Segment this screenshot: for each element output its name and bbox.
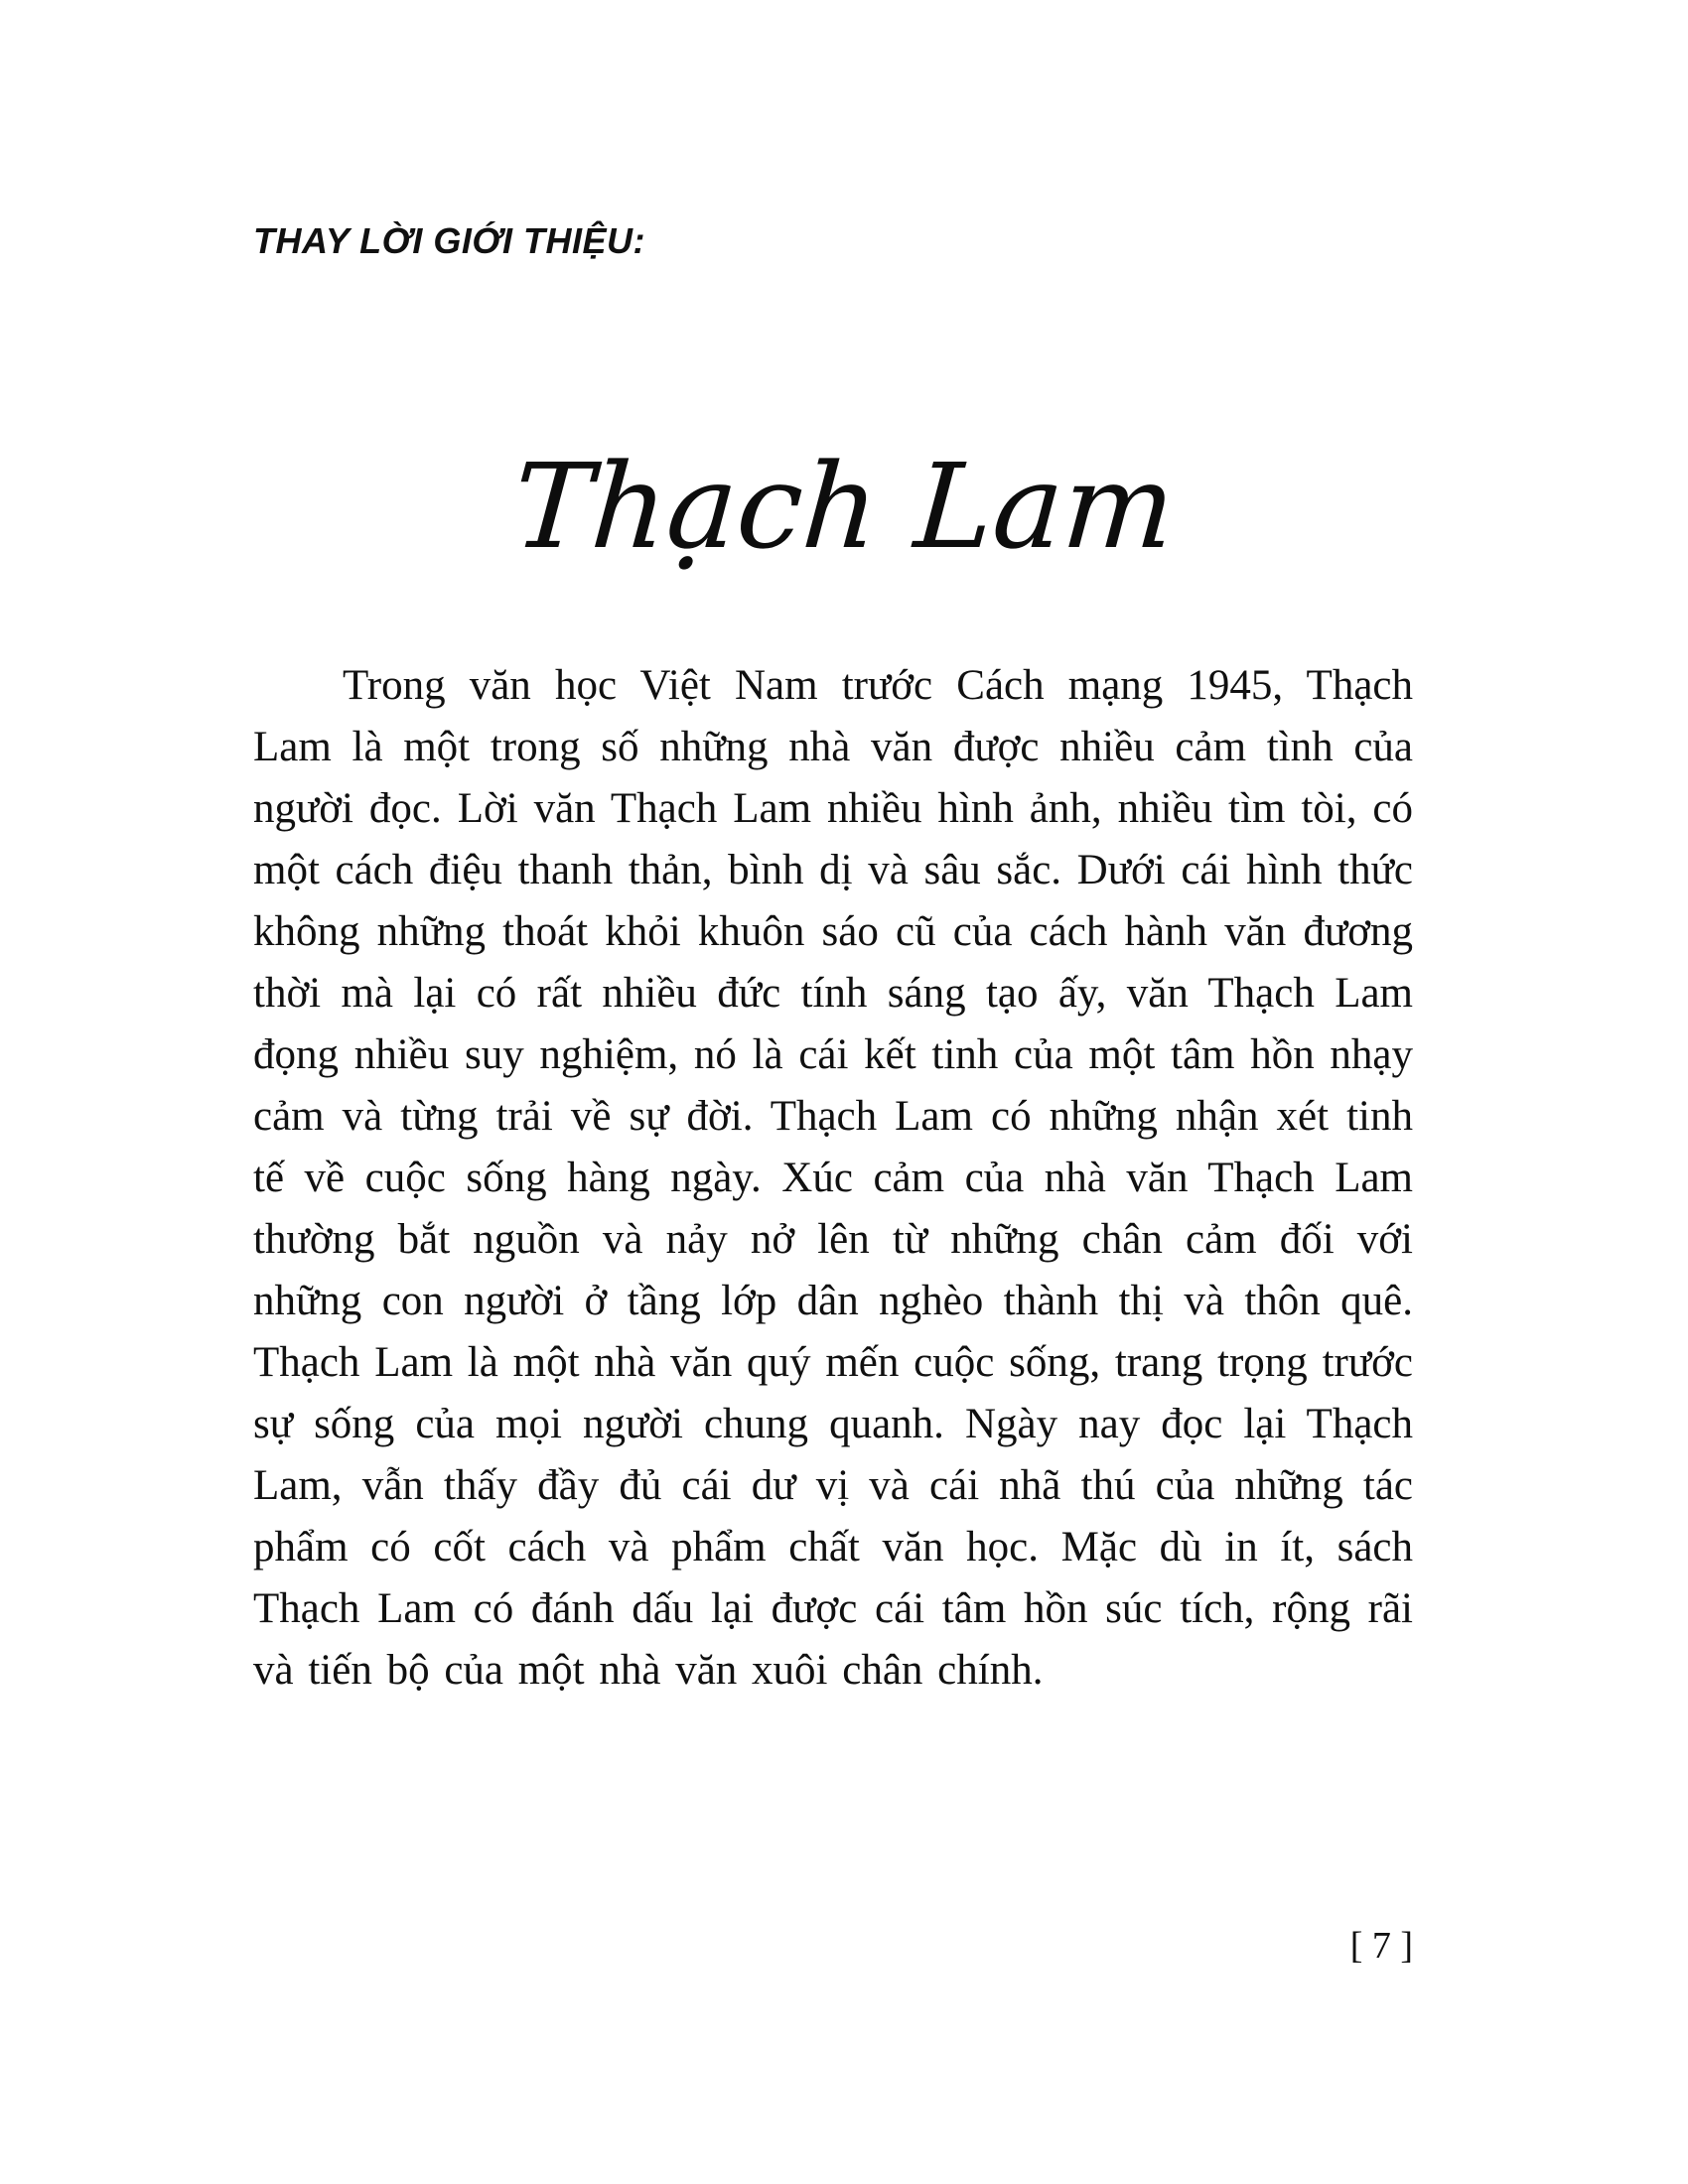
page-number: [ 7 ] (1349, 1925, 1413, 1967)
body-paragraph: Trong văn học Việt Nam trước Cách mạng 1945, Thạch Lam là một trong số những nhà văn được nhiều cảm tình của người đọc. Lời văn Thạch Lam nhiều hình ảnh, nhiều tìm tòi, có một cách điệu thanh thản, bình dị và sâu sắc. Dưới cái hình thức không những thoát khỏi khuôn sáo cũ của cách hành văn đương thời mà lại có rất nhiều đức tính sáng tạo ấy, văn Thạch Lam đọng nhiều suy nghiệm, nó là cái kết tinh của một tâm hồn nhạy cảm và từng trải về sự đời. Thạch Lam có những nhận xét tinh tế về cuộc sống hàng ngày. Xúc cảm của nhà văn Thạch Lam thường bắt nguồn và nảy nở lên từ những chân cảm đối với những con người ở tầng lớp dân nghèo thành thị và thôn quê. Thạch Lam là một nhà văn quý mến cuộc sống, trang trọng trước sự sống của mọi người chung quanh. Ngày nay đọc lại Thạch Lam, vẫn thấy đầy đủ cái dư vị và cái nhã thú của những tác phẩm có cốt cách và phẩm chất văn học. Mặc dù in ít, sách Thạch Lam có đánh dấu lại được cái tâm hồn súc tích, rộng rãi và tiến bộ của một nhà văn xuôi chân chính. (253, 662, 1413, 1694)
section-header: THAY LỜI GIỚI THIỆU: (253, 220, 645, 261)
chapter-title: Thạch Lam (508, 438, 1180, 575)
